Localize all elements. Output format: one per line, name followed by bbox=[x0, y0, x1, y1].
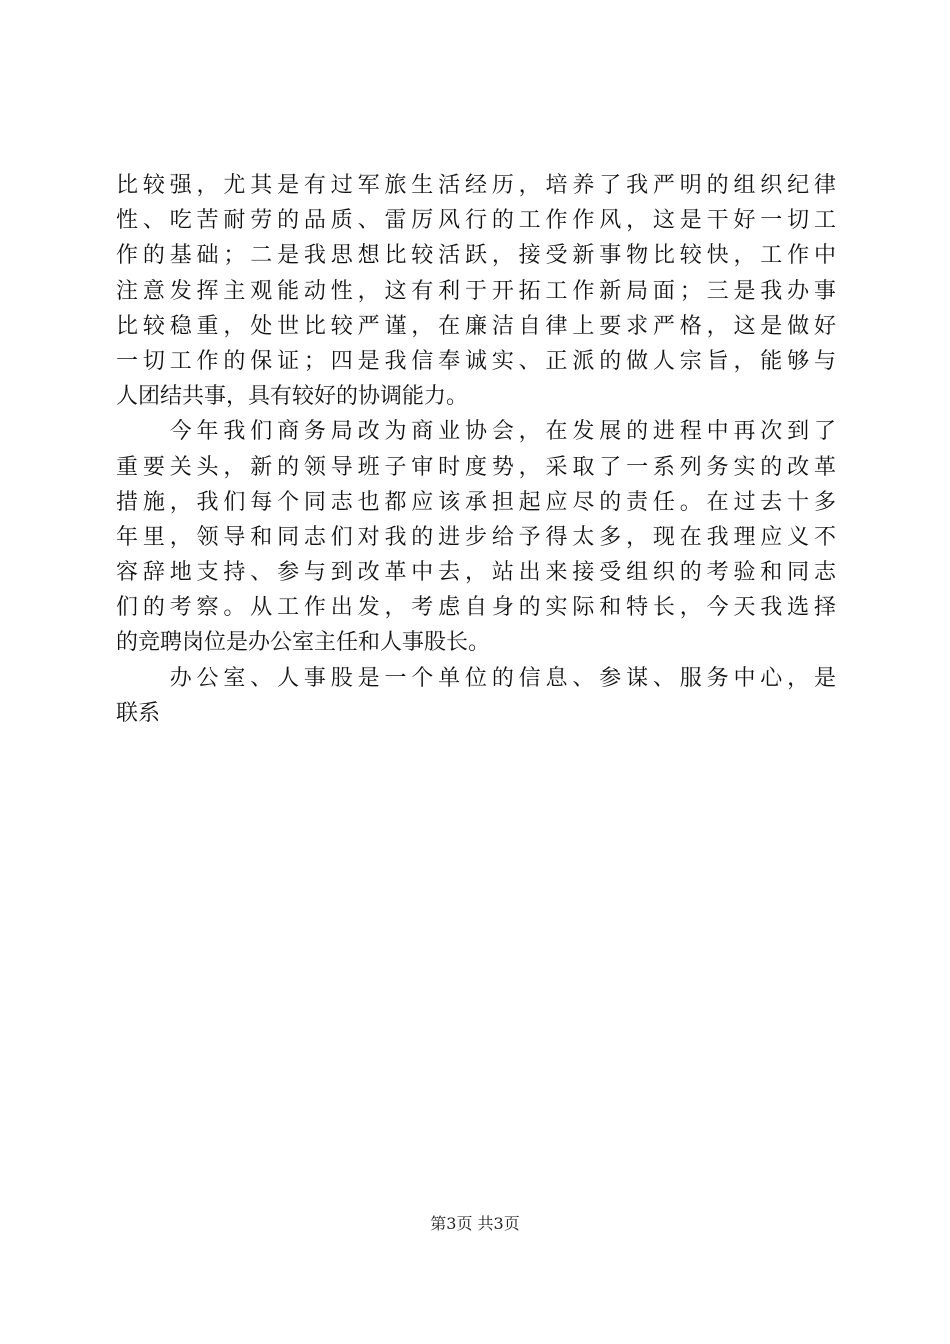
page-footer bbox=[0, 1214, 950, 1234]
text-line: 容辞地支持、参与到改革中去，站出来接受组织的考验和同志 bbox=[116, 560, 836, 586]
text-line: 联系 bbox=[116, 700, 161, 726]
body-text bbox=[116, 168, 836, 731]
text-line: 们的考察。从工作出发，考虑自身的实际和特长，今天我选择 bbox=[116, 595, 836, 621]
text-line: 比较稳重，处世比较严谨，在廉洁自律上要求严格，这是做好 bbox=[116, 313, 836, 339]
text-line: 作的基础；二是我思想比较活跃，接受新事物比较快，工作中 bbox=[116, 243, 836, 269]
text-line: 的竞聘岗位是办公室主任和人事股长。 bbox=[116, 630, 491, 656]
page-number-label: 第3页 共3页 bbox=[430, 1214, 520, 1233]
text-line: 比较强，尤其是有过军旅生活经历，培养了我严明的组织纪律 bbox=[116, 173, 836, 198]
text-line: 办公室、人事股是一个单位的信息、参谋、服务中心，是 bbox=[116, 665, 836, 691]
paragraph-2 bbox=[116, 414, 836, 660]
paragraph-3 bbox=[116, 661, 836, 731]
text-line: 一切工作的保证；四是我信奉诚实、正派的做人宗旨，能够与 bbox=[116, 348, 836, 374]
text-line: 今年我们商务局改为商业协会，在发展的进程中再次到了 bbox=[116, 419, 836, 445]
text-line: 措施，我们每个同志也都应该承担起应尽的责任。在过去十多 bbox=[116, 489, 836, 515]
text-line: 重要关头，新的领导班子审时度势，采取了一系列务实的改革 bbox=[116, 454, 836, 480]
paragraph-1 bbox=[116, 168, 836, 414]
text-line: 人团结共事，具有较好的协调能力。 bbox=[116, 384, 469, 410]
text-line: 性、吃苦耐劳的品质、雷厉风行的工作作风，这是干好一切工 bbox=[116, 208, 836, 234]
text-line: 年里，领导和同志们对我的进步给予得太多，现在我理应义不 bbox=[116, 524, 836, 550]
text-line: 注意发挥主观能动性，这有利于开拓工作新局面；三是我办事 bbox=[116, 278, 836, 304]
